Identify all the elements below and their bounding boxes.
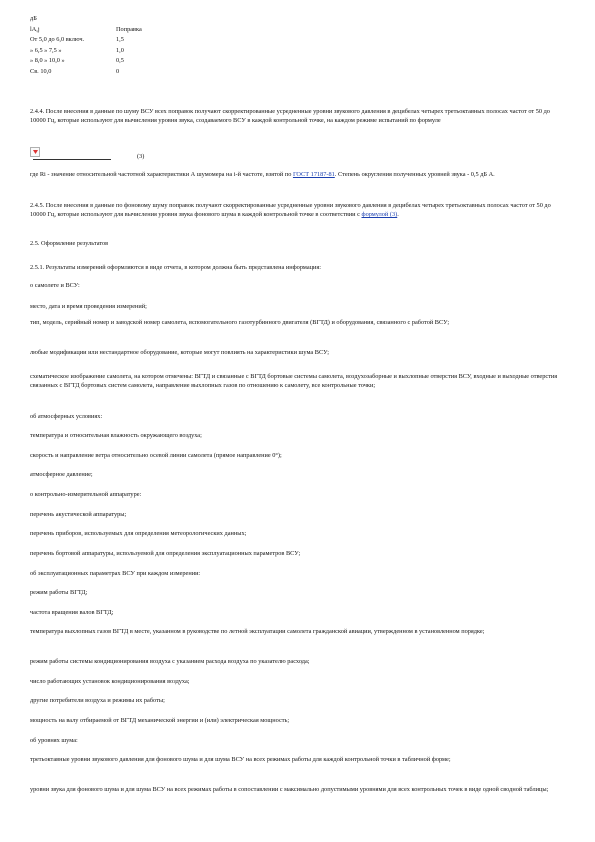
list-item: об уровнях шума: [30, 737, 78, 744]
paragraph-2-4-5: 2.4.5. После внесения в данные по фоновому шуму поправок получают скорректированные усредненные уровни звукового давления в децибелах четырех третьоктавных полосах частот от 50 до 10000 Гц, которые используют для вычисления уровня звука фонового шума в каждой контрольной точке в соответствии с формулой (3). [30, 202, 551, 219]
list-item: схематическое изображение самолета, на котором отмечены: ВГТД и связанные с ВГТД бортовые системы самолета, воздухозаборные и выхлопные отверстия ВСУ, входные и выходные отверстия связанных с ВГТД бортовых систем самолета, направление выхлопных газов по отношению к самолету, все контрольные точки; [30, 373, 558, 390]
list-item: перечень приборов, используемых для определения метеорологических данных; [30, 530, 247, 537]
list-item: температура и относительная влажность окружающего воздуха; [30, 432, 202, 439]
table-header-correction: Поправка [116, 25, 142, 33]
paragraph-2-4-4: 2.4.4. После внесения в данные по шуму ВСУ всех поправок получают скорректированные усредненные уровни звукового давления в децибелах четырех третьоктавных полосах частот от 50 до 10000 Гц, которые используют для вычисления уровня звука, создаваемого ВСУ в каждой контрольной точке, на каждом режиме испытаний по формуле [30, 108, 550, 125]
formula-3-link[interactable]: формулой (3) [361, 211, 398, 219]
list-item: режим работы ВГТД; [30, 589, 88, 596]
table-row: От 5,0 до 6,0 включ. 1,5 [30, 36, 124, 43]
list-item: режим работы системы кондиционирования воздуха с указанием расхода воздуха по указателю расхода; [30, 658, 310, 665]
table-row: » 8,0 » 10,0 » 0,5 [30, 57, 124, 64]
list-item: уровни звука для фонового шума и для шума ВСУ на всех режимах работы в сопоставлении с максимально допустимыми уровнями для всех контрольных точек в виде одной сводной таблицы; [30, 786, 549, 793]
list-item: температура выхлопных газов ВГТД в месте, указанном в руководстве по летной эксплуатации самолета гражданской авиации, утвержденном в установленном порядке; [30, 628, 485, 635]
formula-number: (3) [137, 153, 145, 160]
table-row: » 6,5 » 7,5 » 1,0 [30, 46, 124, 54]
table-header [30, 25, 570, 36]
broken-image-icon [30, 147, 40, 157]
list-item: скорость и направление ветра относительно осевой линии самолета (прямое направление 0°); [30, 452, 282, 459]
list-item: об атмосферных условиях: [30, 413, 103, 420]
list-item: об эксплуатационных параметрах ВСУ при каждом измерении: [30, 570, 201, 577]
section-heading: 2.5. Оформление результатов [30, 240, 109, 247]
table-row: Св. 10,0 0 [30, 67, 120, 75]
list-item: другие потребители воздуха и режимы их работы; [30, 697, 165, 704]
list-item: о контрольно-измерительной аппаратуре: [30, 491, 142, 498]
formula-explanation: где Ri - значение относительной частотной характеристики А шумомера на i-й частоте, взятой по ГОСТ 17187-81. Степень округления полученных уровней звука - 0,5 дБ А. [30, 171, 495, 178]
formula-underline [33, 159, 111, 160]
list-item: мощность на валу отбираемой от ВГТД механической энергии и (или) электрическая мощность; [30, 717, 290, 724]
list-item: атмосферное давление; [30, 471, 93, 478]
paragraph-2-5-1: 2.5.1. Результаты измерений оформляются в виде отчета, в котором должна быть представлена информация: [30, 264, 322, 271]
table-unit: дБ [30, 15, 37, 22]
gost-17187-81-link[interactable]: ГОСТ 17187-81 [292, 171, 335, 178]
noise-correction-table [30, 14, 570, 77]
list-item: перечень бортовой аппаратуры, используемой для определения эксплуатационных параметров ВСУ; [30, 550, 301, 557]
list-item: о самолете и ВСУ: [30, 282, 80, 289]
list-item: перечень акустической аппаратуры; [30, 511, 127, 518]
formula-3 [30, 147, 230, 161]
table-header-level: lА,j [30, 25, 40, 33]
list-item: число работающих установок кондиционирования воздуха; [30, 678, 190, 685]
list-item: тип, модель, серийный номер и заводской номер самолета, вспомогательного газотурбинного двигателя (ВГТД) и оборудования, связанного с работой ВСУ; [30, 319, 450, 326]
list-item: третьоктавные уровни звукового давления для фонового шума и для шума ВСУ на всех режимах работы для каждой контрольной точки в табличной форме; [30, 756, 451, 763]
list-item: частота вращения валов ВГТД; [30, 609, 114, 616]
list-item: место, дата и время проведения измерений; [30, 303, 147, 310]
list-item: любые модификации или нестандартное оборудование, которые могут повлиять на характеристики шума ВСУ; [30, 349, 330, 356]
